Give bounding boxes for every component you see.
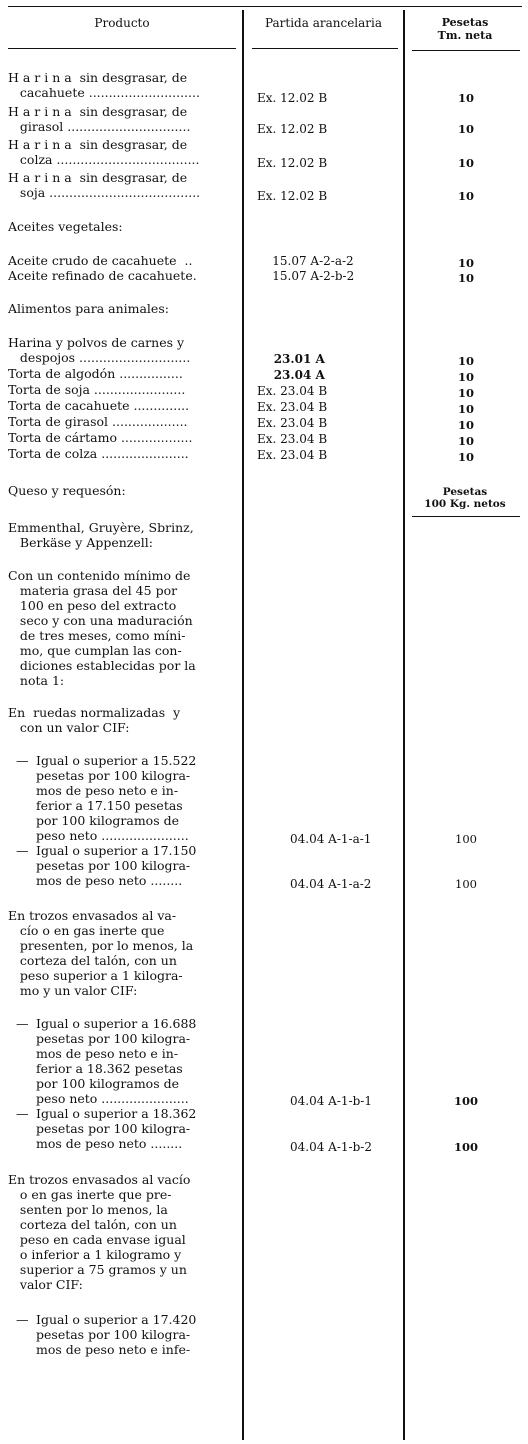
aceites-heading: Aceites vegetales: [8,219,123,234]
trozos2-line3: senten por lo menos, la [8,1202,168,1217]
harina-row-2-code: Ex. 12.02 B [257,122,328,136]
harina-row-4-value: 10 [457,189,474,203]
conditions-line2: materia grasa del 45 por [8,583,178,598]
trozos1-line6: mo y un valor CIF: [8,983,138,998]
aceite-refinado-label: Aceite refinado de cacahuete. [8,268,197,283]
trozos2-a-line2: pesetas por 100 kilogra- [36,1327,191,1342]
queso-subheader-line1: Pesetas [442,486,488,498]
trozos1-b-line3: mos de peso neto ........ [36,1136,183,1151]
header-underline-1 [8,48,236,49]
torta-algodon-code: 23.04 A [257,368,325,382]
torta-cacahuete-label: Torta de cacahuete .............. [8,398,190,413]
header-underline-3 [412,50,520,51]
harina-row-3-line1: H a r i n a sin desgrasar, de [8,137,188,152]
trozos1-b-value: 100 [453,1140,478,1154]
queso-varieties-line1: Emmenthal, Gruyère, Sbrinz, [8,520,194,535]
torta-algodon-value: 10 [457,370,474,384]
trozos1-b-code: 04.04 A-1-b-2 [290,1140,372,1154]
ruedas-line1: En ruedas normalizadas y [8,705,181,720]
torta-cacahuete-code: Ex. 23.04 B [257,400,328,414]
ruedas-a-line1: Igual o superior a 15.522 [36,753,197,768]
torta-cartamo-value: 10 [457,434,474,448]
ruedas-a-line6: peso neto ...................... [36,828,189,843]
dash-marker: — [16,1106,29,1121]
trozos1-a-line3: mos de peso neto e in- [36,1046,179,1061]
torta-algodon-label: Torta de algodón ................ [8,366,183,381]
trozos1-line3: presenten, por lo menos, la [8,938,194,953]
queso-subheader-line2: 100 Kg. netos [424,498,506,510]
trozos2-line8: valor CIF: [8,1277,83,1292]
ruedas-a-code: 04.04 A-1-a-1 [290,832,372,846]
harina-row-1-line2: cacahuete ............................ [8,85,200,100]
aceite-crudo-code: 15.07 A-2-a-2 [257,254,354,268]
torta-girasol-value: 10 [457,418,474,432]
ruedas-b-code: 04.04 A-1-a-2 [290,877,372,891]
header-pesetas-line2: Tm. neta [437,29,493,42]
header-underline-2 [252,48,398,49]
ruedas-a-line4: ferior a 17.150 pesetas [36,798,183,813]
trozos1-line2: cío o en gas inerte que [8,923,165,938]
queso-subheader-underline [412,516,520,517]
torta-cartamo-code: Ex. 23.04 B [257,432,328,446]
harina-carnes-value: 10 [457,354,474,368]
trozos1-a-code: 04.04 A-1-b-1 [290,1094,372,1108]
trozos1-a-line4: ferior a 18.362 pesetas [36,1061,183,1076]
dash-marker: — [16,1016,29,1031]
harina-row-3-line2: colza .................................... [8,152,200,167]
harina-row-1-value: 10 [457,91,474,105]
queso-heading: Queso y requesón: [8,483,126,498]
harina-row-2-line1: H a r i n a sin desgrasar, de [8,104,188,119]
trozos1-line1: En trozos envasados al va- [8,908,177,923]
trozos2-line1: En trozos envasados al vacío [8,1172,191,1187]
torta-colza-code: Ex. 23.04 B [257,448,328,462]
ruedas-b-line3: mos de peso neto ........ [36,873,183,888]
harina-row-3-value: 10 [457,156,474,170]
queso-varieties-line2: Berkäse y Appenzell: [8,535,153,550]
dash-marker: — [16,1312,29,1327]
harina-carnes-line1: Harina y polvos de carnes y [8,335,185,350]
trozos2-a-line3: mos de peso neto e infe- [36,1342,191,1357]
harina-row-4-code: Ex. 12.02 B [257,189,328,203]
torta-soja-value: 10 [457,386,474,400]
harina-carnes-line2: despojos ............................ [8,350,191,365]
torta-soja-code: Ex. 23.04 B [257,384,328,398]
ruedas-a-value: 100 [455,832,477,846]
torta-girasol-code: Ex. 23.04 B [257,416,328,430]
queso-subheader [408,486,522,510]
ruedas-b-line2: pesetas por 100 kilogra- [36,858,191,873]
ruedas-a-line5: por 100 kilogramos de [36,813,179,828]
header-pesetas [408,16,522,42]
conditions-line3: 100 en peso del extracto [8,598,177,613]
alimentos-heading: Alimentos para animales: [8,301,169,316]
trozos2-line5: peso en cada envase igual [8,1232,186,1247]
conditions-line7: diciones establecidas por la [8,658,196,673]
trozos1-b-line1: Igual o superior a 18.362 [36,1106,197,1121]
ruedas-line2: con un valor CIF: [8,720,130,735]
torta-colza-value: 10 [457,450,474,464]
harina-row-1-code: Ex. 12.02 B [257,91,328,105]
torta-cacahuete-value: 10 [457,402,474,416]
top-rule [8,6,522,7]
trozos2-line4: corteza del talón, con un [8,1217,177,1232]
trozos2-line2: o en gas inerte que pre- [8,1187,172,1202]
trozos1-a-line6: peso neto ...................... [36,1091,189,1106]
trozos1-a-line2: pesetas por 100 kilogra- [36,1031,191,1046]
ruedas-b-value: 100 [455,877,477,891]
trozos1-a-line5: por 100 kilogramos de [36,1076,179,1091]
harina-row-2-line2: girasol ............................... [8,119,191,134]
column-divider-2 [403,10,405,1440]
dash-marker: — [16,843,29,858]
harina-row-1-line1: H a r i n a sin desgrasar, de [8,70,188,85]
trozos2-a-line1: Igual o superior a 17.420 [36,1312,197,1327]
torta-girasol-label: Torta de girasol ................... [8,414,188,429]
harina-row-2-value: 10 [457,122,474,136]
header-producto: Producto [94,16,150,30]
ruedas-a-line3: mos de peso neto e in- [36,783,179,798]
harina-row-4-line2: soja ...................................... [8,185,201,200]
conditions-line8: nota 1: [8,673,65,688]
aceite-refinado-value: 10 [457,271,474,285]
torta-soja-label: Torta de soja ....................... [8,382,186,397]
ruedas-b-line1: Igual o superior a 17.150 [36,843,197,858]
torta-colza-label: Torta de colza ...................... [8,446,189,461]
harina-row-4-line1: H a r i n a sin desgrasar, de [8,170,188,185]
trozos2-line6: o inferior a 1 kilogramo y [8,1247,182,1262]
conditions-line1: Con un contenido mínimo de [8,568,191,583]
header-pesetas-line1: Pesetas [441,16,489,29]
trozos1-line4: corteza del talón, con un [8,953,177,968]
column-divider-1 [242,10,244,1440]
dash-marker: — [16,753,29,768]
aceite-crudo-label: Aceite crudo de cacahuete .. [8,253,193,268]
trozos1-a-line1: Igual o superior a 16.688 [36,1016,197,1031]
header-partida: Partida arancelaria [264,16,383,30]
trozos1-a-value: 100 [453,1094,478,1108]
trozos1-line5: peso superior a 1 kilogra- [8,968,183,983]
trozos2-line7: superior a 75 gramos y un [8,1262,187,1277]
harina-carnes-code: 23.01 A [257,352,325,366]
conditions-line6: mo, que cumplan las con- [8,643,182,658]
conditions-line4: seco y con una maduración [8,613,193,628]
torta-cartamo-label: Torta de cártamo .................. [8,430,193,445]
harina-row-3-code: Ex. 12.02 B [257,156,328,170]
ruedas-a-line2: pesetas por 100 kilogra- [36,768,191,783]
trozos1-b-line2: pesetas por 100 kilogra- [36,1121,191,1136]
aceite-refinado-code: 15.07 A-2-b-2 [257,269,355,283]
aceite-crudo-value: 10 [457,256,474,270]
conditions-line5: de tres meses, como míni- [8,628,186,643]
